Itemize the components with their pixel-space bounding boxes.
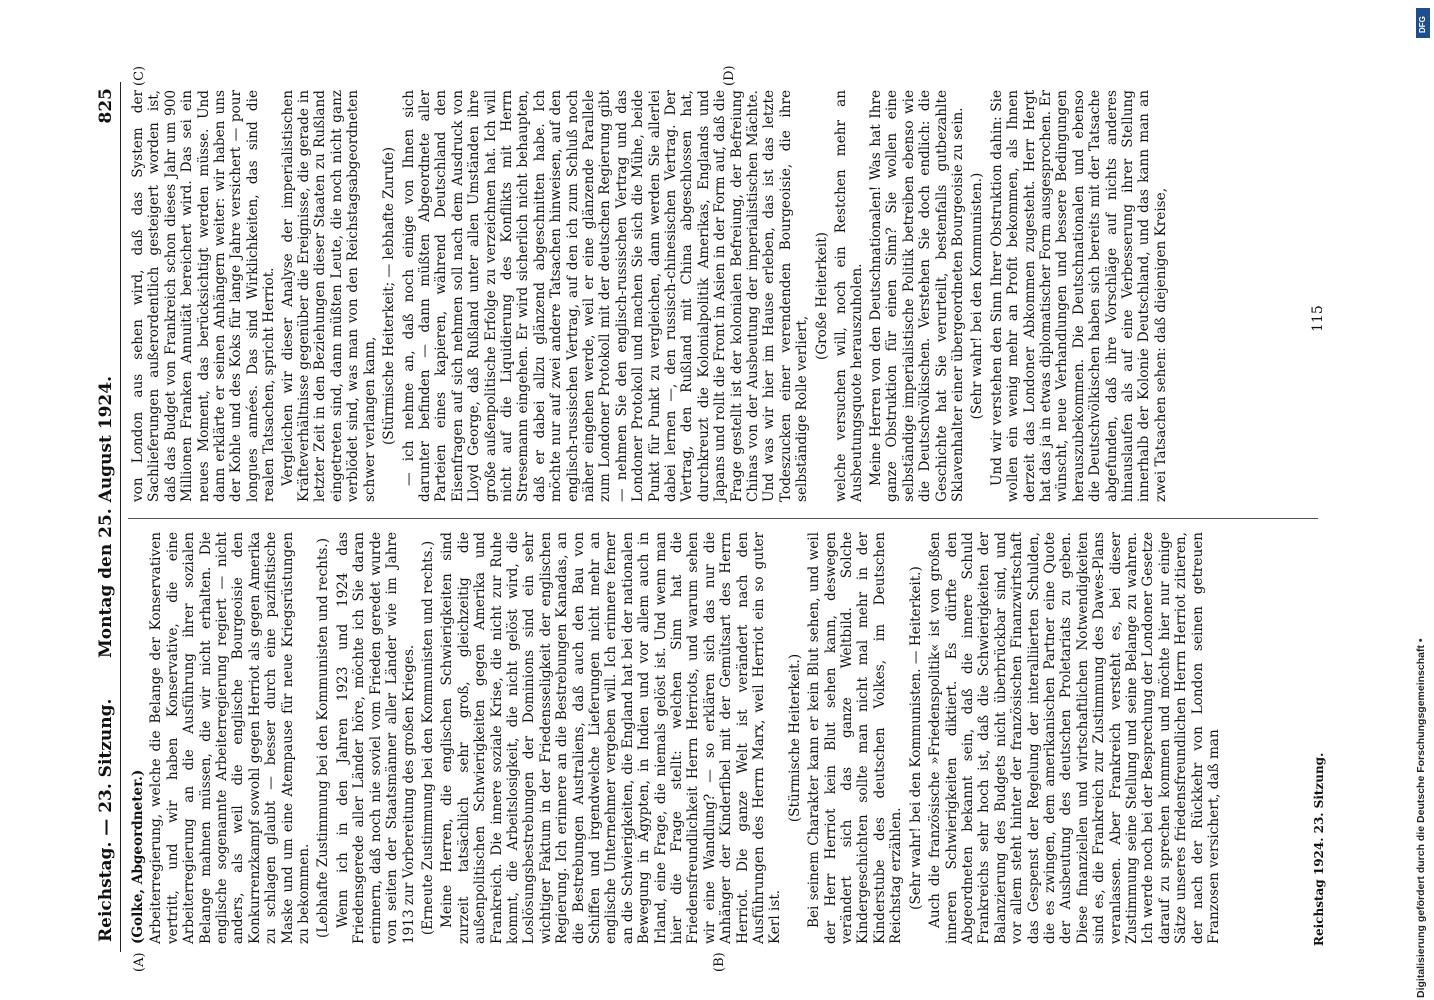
interjection: (Erneute Zustimmung bei den Kommunisten und rechts.)	[419, 540, 436, 936]
rotated-page	[92, 65, 1332, 972]
funding-strip	[1413, 0, 1434, 1000]
paragraph: Wenn ich in den Jahren 1923 und 1924 das Friedensgerede aller Länder höre, möchte ich Sie daran erinnern, daß noch nie soviel vom Frieden geredet wurde von seiten der Staatsmänner aller Länder wie im Jahre 1913 zur Vorbereitung des großen Krieges.	[334, 532, 417, 944]
margin-marker-d: (D)	[722, 65, 737, 86]
right-column	[130, 90, 1171, 502]
paragraph: von London aus sehen wird, daß das System der Sachlieferungen außerordentlich gesteigert worden ist, daß das Budget von Frankreich schon dieses Jahr um 900 Millionen Franken Annuität bereichert wird. Das sei ein neues Moment, das berücksichtigt werden müsse. Und dann erklärte er seinen Anhängern weiter: wir haben uns der Kohle und des Koks für lange Jahre versichert — pour longues années. Das sind Wirklichkeiten, das sind die realen Tatsachen, spricht Herriot.	[130, 90, 278, 502]
footer-session: Reichstag 1924. 23. Sitzung.	[1312, 752, 1326, 946]
speaker-label: (Golke, Abgeordneter.)	[130, 769, 146, 944]
paragraph: Bei seinem Charakter kann er kein Blut sehen, und weil der Herr Herriot kein Blut sehen kann, deswegen verändert sich das ganze Weltbild. Solche Kindergeschichten sollte man nicht mal mehr in der Kinderstube des deutschen Volkes, im Deutschen Reichstag erzählen.	[806, 532, 905, 944]
paragraph: Meine Herren von den Deutschnationalen! Was hat Ihre ganze Obstruktion für einen Sinn? Sie wollen eine selbständige imperialistische Politik betreiben ebenso wie die Deutschvölkischen. Verstehen Sie doch endlich: die Geschichte hat Sie verurteilt, bestenfalls gutbezahlte Sklavenhalter einer übergeordneten Bourgeoisie zu sein.	[867, 90, 966, 502]
margin-marker-a: (A)	[132, 952, 147, 972]
paragraph: Arbeiterregierung, welche die Belange der Konservativen vertritt, und wir haben Konservative, die eine Arbeiterregierung an die Ausführung ihrer sozialen Belange mahnen müssen, die wir nicht erhalten. Die englische sogenannte Arbeiterregierung regiert — nicht anders, als weil die englische Bourgeoisie den Konkurrenzkampf sowohl gegen Herriot als gegen Amerika zu schlagen glaubt — besser durch eine pazifistische Maske und um eine Atempause für neue Kriegsrüstungen zu bekommen.	[148, 532, 313, 944]
header-date: Montag den 25. August 1924.	[96, 375, 116, 659]
interjection: (Stürmische Heiterkeit.)	[786, 653, 803, 823]
dfg-logo-text: DFG	[1418, 16, 1427, 33]
margin-marker-b: (B)	[712, 952, 727, 972]
page-signature: 115	[1310, 305, 1326, 332]
paragraph: Meine Herren, die englischen Schwierigkeiten sind zurzeit tatsächlich sehr groß, gleichzeitig die außenpolitischen Schwierigkeiten gegen Amerika und Frankreich. Die innere soziale Krise, die nicht zur Ruhe kommt, die Arbeitslosigkeit, die nicht gelöst wird, die Loslösungsbestrebungen der Dominions sind ein sehr wichtiger Faktum in der Friedensseligkeit der englischen Regierung. Ich erinnere an die Bestrebungen Kanadas, an die Bestrebungen Australiens, daß auch den Bau von Schiffen und irgendwelche Lieferungen nicht mehr an englische Unternehmer vergeben will. Ich erinnere ferner an die Schwierigkeiten, die England hat bei der nationalen Bewegung in Ägypten, in Indien und vor allem auch in Irland, eine Frage, die niemals gelöst ist. Und wenn man hier die Frage stellt: welchen Sinn hat die Friedensfreundlichkeit Herrn Herriots, und warum sehen wir eine Wandlung? — so erklären sich das nur die Anhänger der Kinderfibel mit der Gemütsart des Herrn Herriot. Die ganze Welt ist verändert nach den Ausführungen des Herrn Marx, weil Herriot ein so guter Kerl ist.	[439, 532, 784, 944]
paragraph: Vergleichen wir dieser Analyse der imperialistischen Kräfteverhältnisse gegenüber die Ereignisse, die gerade in letzter Zeit in den Beziehungen dieser Staaten zu Rußland eingetreten sind, dann müßten Leute, die noch nicht ganz verblödet sind, was man von den Reichstagsabgeordneten schwer verlangen kann,	[279, 90, 378, 502]
margin-marker-c: (C)	[132, 65, 147, 86]
paragraph: Auch die französische »Friedenspolitik« ist von großen inneren Schwierigkeiten diktiert. Es dürfte den Abgeordneten bekannt sein, daß die innere Schuld Frankreichs sehr hoch ist, daß die Schwierigkeiten der Balanzierung des Budgets nicht überbrückbar sind, und vor allem steht hinter der französischen Finanzwirtschaft das Gespenst der Regelung der interalliierten Schulden, die es zwingen, dem amerikanischen Partner eine Quote der Ausbeutung des deutschen Proletariats zu geben. Diese finanziellen und wirtschaftlichen Notwendigkeiten sind es, die Frankreich zur Zustimmung des Dawes-Plans veranlassen. Aber Frankreich versteht es, bei dieser Zustimmung seine Stellung und seine Belange zu wahren. Ich werde noch bei der Besprechung der Londoner Gesetze darauf zu sprechen kommen und möchte hier nur einige Sätze unseres friedensfreundlichen Herrn Herriot zitieren, der nach der Rückkehr von London seinen getreuen Franzosen versichert, daß man	[927, 532, 1222, 944]
interjection: (Sehr wahr! bei den Kommunisten.)	[969, 172, 986, 420]
page-number: 825	[96, 88, 116, 124]
paragraph: — ich nehme an, daß noch einige von Ihnen sich darunter befinden — dann müßten Abgeordnete aller Parteien eines kapieren, während Deutschland den Eisenfragen auf sich nehmen soll nach dem Ausdruck von Lloyd George, daß Rußland unter allen Umständen ihre große außenpolitische Erfolge zu verzeichnen hat. Ich will nicht auf die Liquidierung des Konflikts mit Herrn Stresemann eingehen. Er wird sicherlich nicht behaupten, daß er dabei allzu glänzend abgeschnitten habe. Ich möchte nur auf zwei andere Tatsachen hinweisen, auf den englisch-russischen Vertrag, auf den ich zum Schluß noch näher eingehen werde, weil er eine glänzende Parallele zum Londoner Protokoll mit der deutschen Regierung gibt — nehmen Sie den englisch-russischen Vertrag und das Londoner Protokoll und machen Sie sich die Mühe, beide Punkt für Punkt zu vergleichen, dann werden Sie allerlei dabei lernen —, den russisch-chinesischen Vertrag. Der Vertrag, den Rußland mit China abgeschlossen hat, durchkreuzt die Kolonialpolitik Amerikas, Englands und Japans und rollt die Front in Asien in der Form auf, daß die Frage gestellt ist der kolonialen Befreiung, der Befreiung Chinas von der Ausbeutung der imperialistischen Mächte. Und was wir hier im Hause erleben, das ist das letzte Todeszucken einer verendenden Bourgeoisie, die ihre selbständige Rolle verliert,	[400, 90, 811, 502]
column-divider	[128, 518, 1318, 519]
page-header	[92, 82, 121, 952]
paragraph: welche versuchen will, noch ein Restchen mehr an Ausbeutungsquote herauszuholen.	[833, 90, 866, 502]
funding-notice: Digitalisierung gefördert durch die Deutsche Forschungsgemeinschaft •	[1415, 638, 1427, 998]
header-session: Reichstag. — 23. Sitzung.	[96, 698, 116, 942]
dfg-logo-icon	[1416, 8, 1430, 38]
interjection: (Lebhafte Zustimmung bei den Kommunisten und rechts.)	[315, 538, 332, 939]
interjection: (Stürmische Heiterkeit; — lebhafte Zurufe)	[381, 146, 398, 446]
left-column	[130, 532, 1224, 944]
interjection: (Große Heiterkeit)	[813, 232, 830, 360]
paragraph: Und wir verstehen den Sinn Ihrer Obstruktion dahin: Sie wollen ein wenig mehr an Profit bekommen, als Ihnen derzeit das Londoner Abkommen zugesteht. Herr Hergt hat das ja in etwas diplomatischer Form ausgesprochen. Er wünscht, neue Verhandlungen und bessere Bedingungen herauszubekommen. Die Deutschnationalen und ebenso die Deutschvölkischen haben sich bereits mit der Tatsache abgefunden, daß ihre Vorschläge auf nichts anderes hinauslaufen als auf eine Verbesserung ihrer Stellung innerhalb der Kolonie Deutschland, und das kann man an zwei Tatsachen sehen: daß diejenigen Kreise,	[988, 90, 1169, 502]
interjection: (Sehr wahr! bei den Kommunisten. — Heiterkeit.)	[907, 566, 924, 910]
